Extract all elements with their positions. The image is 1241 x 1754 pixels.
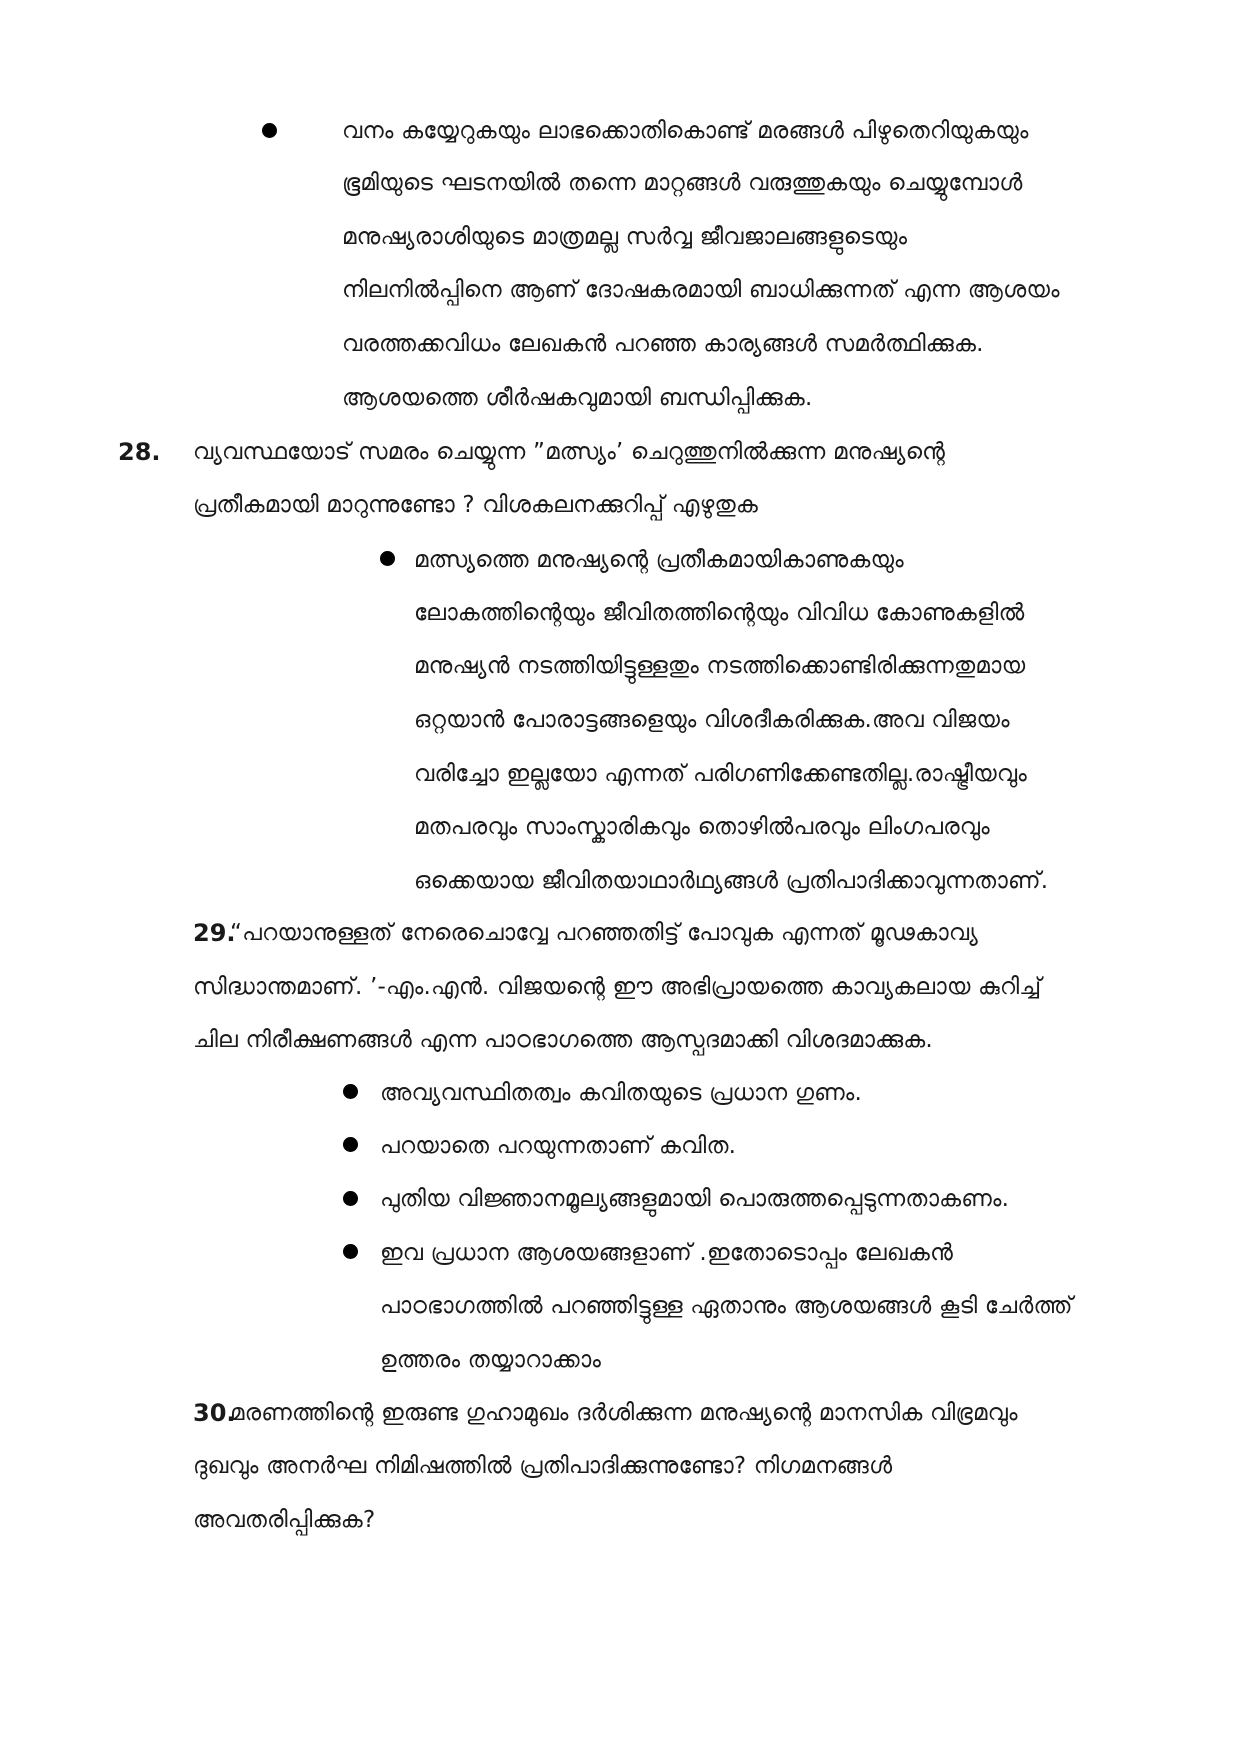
question-text: ചില നിരീക്ഷണങ്ങൾ എന്ന പാഠഭാഗത്തെ ആസ്പദമാക്കി വിശദമാക്കുക. bbox=[193, 1027, 933, 1053]
bullet-marker bbox=[343, 1191, 358, 1206]
question-number: 30. bbox=[193, 1399, 236, 1427]
answer-line: ഒറ്റയാൻ പോരാട്ടങ്ങളെയും വിശദീകരിക്കുക.അവ വിജയം bbox=[414, 707, 1010, 733]
answer-line: നിലനിൽപ്പിനെ ആണ് ദോഷകരമായി ബാധിക്കുന്നത് എന്ന ആശയം bbox=[342, 277, 1060, 303]
answer-line: ഭൂമിയുടെ ഘടനയിൽ തന്നെ മാറ്റങ്ങൾ വരുത്തുകയും ചെയ്യുമ്പോൾ bbox=[342, 170, 1023, 196]
answer-line: മനുഷ്യൻ നടത്തിയിട്ടുള്ളതും നടത്തിക്കൊണ്ടിരിക്കുന്നതുമായ bbox=[414, 653, 1026, 679]
question-text: പ്രതീകമായി മാറുന്നുണ്ടോ ? വിശകലനക്കുറിപ്പ് എഴുതുക bbox=[193, 492, 759, 518]
question-text: മരണത്തിന്റെ ഇരുണ്ട ഗുഹാമുഖം ദർശിക്കുന്ന മനുഷ്യന്റെ മാനസിക വിഭ്രമവും bbox=[230, 1400, 1018, 1426]
answer-line: വരിച്ചോ ഇല്ലയോ എന്നത് പരിഗണിക്കേണ്ടതില്ല.രാഷ്ട്രീയവും bbox=[414, 761, 1027, 787]
answer-line: ഇവ പ്രധാന ആശയങ്ങളാണ് .ഇതോടൊപ്പം ലേഖകൻ bbox=[380, 1240, 954, 1266]
question-text: വ്യവസ്ഥയോട് സമരം ചെയ്യുന്ന ”മത്സ്യം’ ചെറുത്തുനിൽക്കുന്ന മനുഷ്യന്റെ bbox=[193, 439, 946, 465]
bullet-marker bbox=[380, 551, 395, 566]
question-text: ദുഖവും അനർഘ നിമിഷത്തിൽ പ്രതിപാദിക്കുന്നുണ്ടോ? നിഗമനങ്ങൾ bbox=[193, 1453, 893, 1479]
question-text: സിദ്ധാന്തമാണ്. ’-എം.എൻ. വിജയന്റെ ഈ അഭിപ്രായത്തെ കാവ്യകലായ കുറിച്ച് bbox=[193, 974, 1042, 1000]
bullet-marker bbox=[262, 123, 277, 138]
answer-line: ലോകത്തിന്റെയും ജീവിതത്തിന്റെയും വിവിധ കോണുകളിൽ bbox=[414, 600, 1025, 626]
bullet-marker bbox=[343, 1137, 358, 1152]
question-number: 29. bbox=[193, 919, 236, 947]
answer-line: പാഠഭാഗത്തിൽ പറഞ്ഞിട്ടുള്ള ഏതാനും ആശയങ്ങൾ കൂടി ചേർത്ത് bbox=[380, 1293, 1073, 1319]
answer-line: മനുഷ്യരാശിയുടെ മാത്രമല്ല സർവ്വ ജീവജാലങ്ങളുടെയും bbox=[342, 224, 908, 250]
answer-line: വരത്തക്കവിധം ലേഖകൻ പറഞ്ഞ കാര്യങ്ങൾ സമർത്ഥിക്കുക. bbox=[342, 331, 984, 357]
question-text: “പറയാനുള്ളത് നേരെചൊവ്വേ പറഞ്ഞതിട്ട് പോവുക എന്നത് മൂഢകാവ്യ bbox=[230, 920, 978, 946]
answer-line: പറയാതെ പറയുന്നതാണ് കവിത. bbox=[380, 1133, 737, 1159]
bullet-marker bbox=[343, 1244, 358, 1259]
bullet-marker bbox=[343, 1084, 358, 1099]
question-text: അവതരിപ്പിക്കുക? bbox=[193, 1507, 376, 1533]
answer-line: ആശയത്തെ ശീർഷകവുമായി ബന്ധിപ്പിക്കുക. bbox=[342, 385, 813, 411]
answer-line: പുതിയ വിജ്ഞാനമൂല്യങ്ങളുമായി പൊരുത്തപ്പെടുന്നതാകണം. bbox=[380, 1186, 1010, 1212]
answer-line: ഒക്കെയായ ജീവിതയാഥാർഥ്യങ്ങൾ പ്രതിപാദിക്കാവുന്നതാണ്. bbox=[414, 868, 1049, 894]
answer-line: മത്സ്യത്തെ മനുഷ്യന്റെ പ്രതീകമായികാണുകയും bbox=[414, 547, 904, 573]
answer-line: അവ്യവസ്ഥിതത്വം കവിതയുടെ പ്രധാന ഗുണം. bbox=[380, 1080, 863, 1106]
answer-line: വനം കയ്യേറുകയും ലാഭക്കൊതികൊണ്ട് മരങ്ങൾ പിഴുതെറിയുകയും bbox=[342, 118, 1029, 144]
question-number: 28. bbox=[118, 438, 161, 466]
answer-line: മതപരവും സാംസ്കാരികവും തൊഴിൽപരവും ലിംഗപരവും bbox=[414, 814, 990, 840]
answer-line: ഉത്തരം തയ്യാറാക്കാം bbox=[380, 1347, 602, 1373]
